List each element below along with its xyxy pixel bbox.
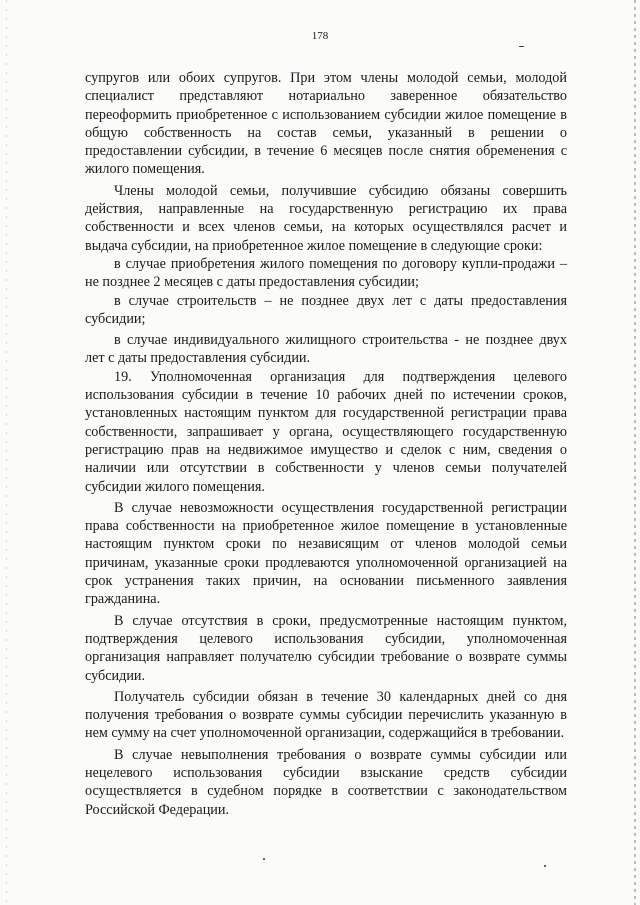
scan-edge-left [6, 0, 7, 905]
paragraph: в случае строительств – не позднее двух лет с даты предоставления субсидии; [85, 292, 567, 327]
paragraph: супругов или обоих супругов. При этом члены молодой семьи, молодой специалист представляют нотариально заверенное обязательство переоформить приобретенное с использованием субсидии жилое помещение в общую собственность на состав семьи, указанный в решении о предоставлении субсидии, в течение 6 месяцев после снятия обременения с жилого помещения. [85, 70, 567, 178]
paragraph: В случае невозможности осуществления государственной регистрации права собственности на приобретенное жилое помещение в установленные настоящим пунктом сроки по независящим от членов молодой семьи причинам, указанные сроки продлеваются уполномоченной организацией на срок устранения таких причин, на основании письменного заявления гражданина. [85, 499, 567, 608]
paragraph: в случае индивидуального жилищного строительства - не позднее двух лет с даты предоставления субсидии. [85, 332, 567, 367]
scan-speck [544, 865, 546, 867]
scan-edge-right [634, 0, 636, 905]
paragraph: Получатель субсидии обязан в течение 30 календарных дней со дня получения требования о возврате суммы субсидии перечислить указанную в нем сумму на счет уполномоченной организации, содержащийся в требовании. [85, 688, 567, 742]
document-body [85, 69, 567, 819]
page-number: 178 [311, 30, 329, 42]
scan-speck [519, 46, 524, 47]
paragraph: Члены молодой семьи, получившие субсидию обязаны совершить действия, направленные на государственную регистрацию их права собственности и всех членов семьи, на которых осуществлялся расчет и выдача субсидии, на приобретенное жилое помещение в следующие сроки: [85, 182, 567, 254]
paragraph: В случае отсутствия в сроки, предусмотренные настоящим пунктом, подтверждения целевого использования субсидии, уполномоченная организация направляет получателю субсидии требование о возврате суммы субсидии. [85, 612, 567, 684]
paragraph: В случае невыполнения требования о возврате суммы субсидии или нецелевого использования субсидии взыскание средств субсидии осуществляется в судебном порядке в соответствии с законодательством Российской Федерации. [85, 746, 567, 818]
paragraph: 19. Уполномоченная организация для подтверждения целевого использования субсидии в течение 10 рабочих дней по истечении сроков, установленных настоящим пунктом для государственной регистрации права собственности, запрашивает у органа, осуществляющего государственную регистрацию прав на недвижимое имущество и сделок с ним, сведения о наличии или отсутствии в собственности у членов семьи получателей субсидии жилого помещения. [85, 368, 567, 495]
scan-speck [263, 858, 265, 860]
paragraph: в случае приобретения жилого помещения по договору купли-продажи – не позднее 2 месяцев с даты предоставления субсидии; [85, 255, 567, 291]
